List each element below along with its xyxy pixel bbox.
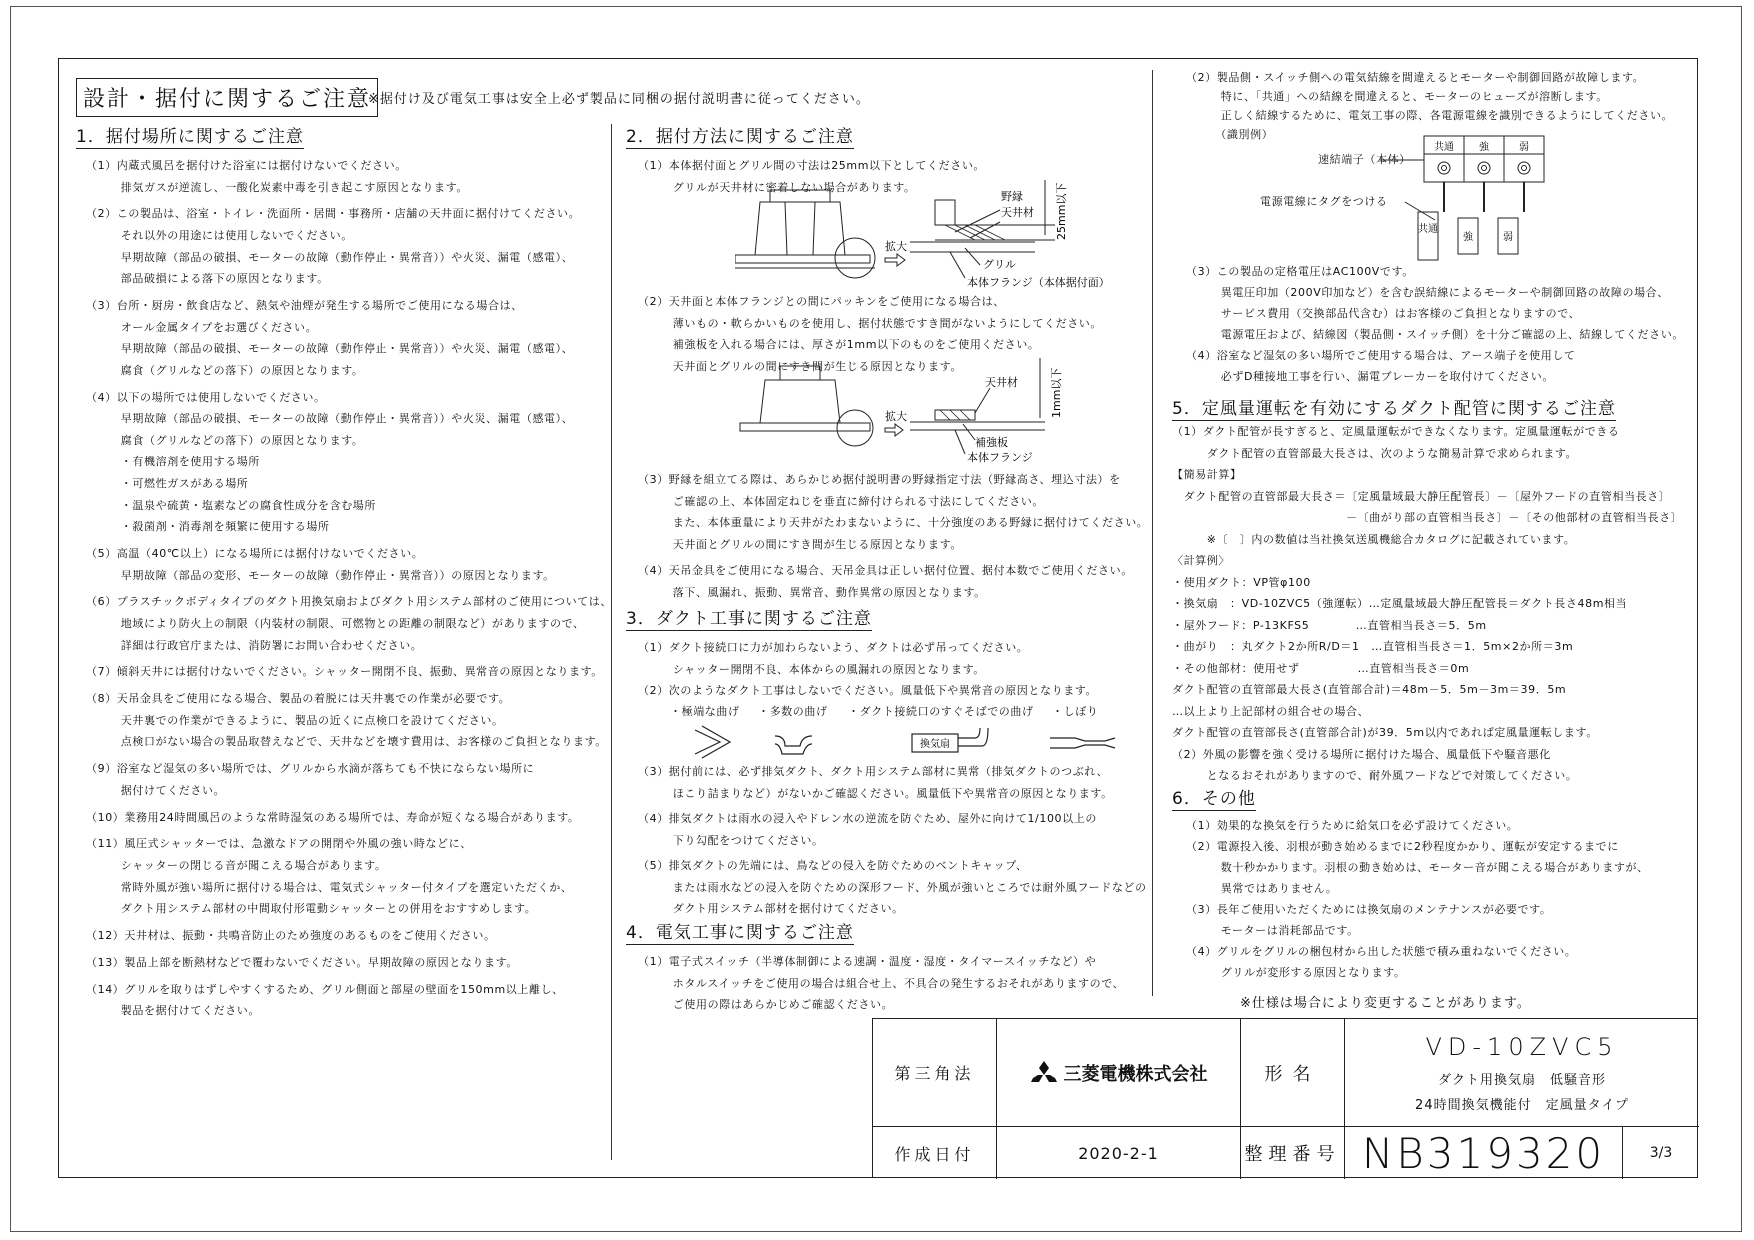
fig2-label-plate: 補強板 bbox=[975, 436, 1008, 449]
duct-bad-example-4: ・しぼり bbox=[1052, 705, 1099, 718]
text-line: （10）業務用24時間風呂のような常時湿気のある場所では、寿命が短くなる場合があります。 bbox=[86, 810, 580, 824]
section-2-heading: 2．据付方法に関するご注意 bbox=[626, 127, 854, 147]
text-line: （1）本体据付面とグリル間の寸法は25mm以下としてください。 bbox=[638, 159, 986, 172]
text-line: 〈計算例〉 bbox=[1172, 554, 1230, 567]
text-line: オール金属タイプをお選びください。 bbox=[86, 320, 318, 334]
mitsubishi-logo-icon bbox=[1030, 1060, 1058, 1086]
text-line: ※〔 〕内の数値は当社換気送風機総合カタログに記載されています。 bbox=[1172, 532, 1576, 546]
text-line: （1）電子式スイッチ（半導体制御による速調・温度・湿度・タイマースイッチなど）や bbox=[638, 955, 1097, 968]
tag-label: 電源電線にタグをつける bbox=[1260, 195, 1388, 208]
column-divider-2 bbox=[1152, 70, 1153, 996]
text-line: …以上より上記部材の組合せの場合、 bbox=[1172, 704, 1370, 718]
text-line: 必ずD種接地工事を行い、漏電ブレーカーを取付けてください。 bbox=[1186, 370, 1555, 383]
tag-common: 共通 bbox=[1418, 224, 1438, 235]
text-line: 常時外風が強い場所に据付ける場合は、電気式シャッター付タイプを選定いただくか、 bbox=[86, 880, 573, 894]
text-line: ご使用の際はあらかじめご確認ください。 bbox=[638, 998, 894, 1011]
text-line: （4）以下の場所では使用しないでください。 bbox=[86, 390, 326, 404]
spec-change-footnote: ※仕様は場合により変更することがあります。 bbox=[1240, 996, 1531, 1011]
text-line: 排気ガスが逆流し、一酸化炭素中毒を引き起こす原因となります。 bbox=[86, 180, 468, 194]
text-line: ・換気扇 ：VD-10ZVC5（強運転）…定風量域最大静圧配管長＝ダクト長さ48m相当 bbox=[1172, 597, 1628, 610]
ceiling-mount-figure-2 bbox=[735, 358, 1115, 468]
text-line: グリルが天井材に密着しない場合があります。 bbox=[638, 181, 916, 194]
section-3-heading: 3．ダクト工事に関するご注意 bbox=[626, 609, 872, 629]
text-line: 落下、風漏れ、振動、異常音、動作異常の原因となります。 bbox=[638, 585, 986, 599]
text-line: それ以外の用途には使用しないでください。 bbox=[86, 229, 353, 242]
text-line: （12）天井材は、振動・共鳴音防止のため強度のあるものをご使用ください。 bbox=[86, 929, 496, 942]
text-line: 早期故障（部品の破損、モーターの故障（動作停止・異常音））や火災、漏電（感電）、 bbox=[86, 342, 574, 356]
text-line: ダクト用システム部材を据付けてください。 bbox=[638, 902, 904, 915]
text-line: 据付けてください。 bbox=[86, 783, 226, 797]
fig2-label-ceiling: 天井材 bbox=[985, 376, 1018, 389]
text-line: （3）台所・厨房・飲食店など、熱気や油煙が発生する場所でご使用になる場合は、 bbox=[86, 299, 523, 312]
text-line: モーターは消耗部品です。 bbox=[1186, 924, 1359, 937]
text-line: 【簡易計算】 bbox=[1172, 468, 1242, 481]
text-line: （3）長年ご使用いただくためには換気扇のメンテナンスが必要です。 bbox=[1186, 903, 1552, 916]
ceiling-mount-figure-1 bbox=[735, 180, 1135, 292]
text-line: ・可燃性ガスがある場所 bbox=[86, 477, 249, 490]
text-line: －〔曲がり部の直管相当長さ〕－〔その他部材の直管相当長さ〕 bbox=[1172, 511, 1683, 524]
duct-bad-example-3: ・ダクト接続口のすぐそばでの曲げ bbox=[848, 705, 1034, 718]
text-line: 電源電圧および、結線図（製品側・スイッチ側）を十分ご確認の上、結線してください。 bbox=[1186, 328, 1684, 341]
projection-method: 第三角法 bbox=[873, 1019, 997, 1127]
text-line: （2）外風の影響を強く受ける場所に据付けた場合、風量低下や騒音悪化 bbox=[1172, 747, 1551, 761]
model-info bbox=[1345, 1019, 1699, 1127]
text-line: 天井面とグリルの間にすき間が生じる原因となります。 bbox=[638, 537, 962, 551]
text-line: （3）この製品の定格電圧はAC100Vです。 bbox=[1186, 265, 1414, 278]
text-line: ・その他部材：使用せず …直管相当長さ＝0m bbox=[1172, 661, 1470, 675]
section-1-heading: 1．据付場所に関するご注意 bbox=[76, 127, 304, 147]
duct-fan-box-label: 換気扇 bbox=[920, 739, 950, 750]
tag-weak: 弱 bbox=[1503, 232, 1513, 243]
text-line: ・殺菌剤・消毒剤を頻繁に使用する場所 bbox=[86, 520, 330, 534]
text-line: （2）製品側・スイッチ側への電気結線を間違えるとモーターや制御回路が故障します。 bbox=[1186, 71, 1645, 84]
text-line: （5）高温（40℃以上）になる場所には据付けないでください。 bbox=[86, 547, 424, 560]
fig2-label-flange: 本体フランジ bbox=[967, 451, 1033, 464]
text-line: 天井裏での作業ができるように、製品の近くに点検口を設けてください。 bbox=[86, 713, 504, 727]
text-line: （5）排気ダクトの先端には、鳥などの侵入を防ぐためのベントキャップ、 bbox=[638, 859, 1028, 872]
model-description-2: 24時間換気機能付 定風量タイプ bbox=[1415, 1097, 1629, 1113]
text-line: （3）据付前には、必ず排気ダクト、ダクト用システム部材に異常（排気ダクトのつぶれ、 bbox=[638, 765, 1109, 778]
text-line: （1）ダクト配管が長すぎると、定風量運転ができなくなります。定風量運転ができる bbox=[1172, 425, 1620, 438]
duct-bad-example-1: ・極端な曲げ bbox=[670, 705, 740, 718]
text-line: 天井面とグリルの間にすき間が生じる原因となります。 bbox=[638, 359, 962, 373]
text-line: ホタルスイッチをご使用の場合は組合せ上、不具合の発生するおそれがありますので、 bbox=[638, 976, 1125, 990]
reference-label: 整理番号 bbox=[1241, 1127, 1345, 1179]
duct-bad-examples-figure bbox=[690, 722, 1130, 762]
zoom-circle bbox=[835, 238, 875, 278]
text-line: （4）天吊金具をご使用になる場合、天吊金具は正しい据付位置、据付本数でご使用ください。 bbox=[638, 564, 1133, 577]
text-line: となるおそれがありますので、耐外風フードなどで対策してください。 bbox=[1172, 769, 1578, 782]
terminal-label: 速結端子（本体） bbox=[1318, 153, 1411, 166]
fig2-dimension: 1mm以下 bbox=[1050, 367, 1063, 418]
text-line: （2）電源投入後、羽根が動き始めるまでに2秒程度かかり、運転が安定するまでに bbox=[1186, 840, 1619, 853]
fig1-label-ceiling: 天井材 bbox=[1001, 206, 1034, 219]
company-cell bbox=[997, 1019, 1241, 1127]
text-line: サービス費用（交換部品代含む）はお客様のご負担となりますので、 bbox=[1186, 307, 1581, 320]
text-line: （1）ダクト接続口に力が加わらないよう、ダクトは必ず吊ってください。 bbox=[638, 641, 1029, 654]
text-line: 製品を据付けてください。 bbox=[86, 1004, 260, 1018]
text-line: ・曲がり ：丸ダクト2か所R/D＝1 …直管相当長さ＝1．5m×2か所＝3m bbox=[1172, 640, 1574, 653]
fan-body bbox=[755, 202, 845, 255]
section-4-heading: 4．電気工事に関するご注意 bbox=[626, 923, 854, 943]
creation-date: 2020-2-1 bbox=[997, 1127, 1241, 1179]
grille-plate bbox=[735, 255, 870, 263]
fig1-label-grille: グリル bbox=[983, 258, 1016, 271]
text-line: または雨水などの浸入を防ぐための深形フード、外風が強いところでは耐外風フードなどの bbox=[638, 880, 1147, 894]
date-label: 作成日付 bbox=[873, 1127, 997, 1179]
column-divider-1 bbox=[611, 124, 612, 1160]
text-line: シャッターの閉じる音が聞こえる場合があります。 bbox=[86, 859, 387, 872]
text-line: （4）浴室など湿気の多い場所でご使用する場合は、アース端子を使用して bbox=[1186, 349, 1576, 362]
tag-strong: 強 bbox=[1463, 232, 1473, 243]
text-line: ダクト用システム部材の中間取付形電動シャッターとの併用をおすすめします。 bbox=[86, 902, 537, 916]
section-5-heading: 5．定風量運転を有効にするダクト配管に関するご注意 bbox=[1172, 399, 1616, 419]
fig1-zoom-label: 拡大 bbox=[885, 240, 907, 253]
text-line: シャッター開閉不良、本体からの風漏れの原因となります。 bbox=[638, 662, 985, 676]
text-line: 早期故障（部品の破損、モーターの故障（動作停止・異常音））や火災、漏電（感電）、 bbox=[86, 250, 574, 264]
zoom-arrow bbox=[885, 254, 905, 266]
model-number: VD-10ZVC5 bbox=[1425, 1032, 1619, 1061]
section-6-heading: 6．その他 bbox=[1172, 789, 1256, 809]
text-line: ・屋外フード：P-13KFS5 …直管相当長さ＝5．5m bbox=[1172, 618, 1487, 632]
text-line: 異常ではありません。 bbox=[1186, 882, 1338, 895]
model-label: 形名 bbox=[1241, 1019, 1345, 1127]
text-line: （11）風圧式シャッターでは、急激なドアの開閉や外風の強い時などに、 bbox=[86, 837, 472, 851]
text-line: グリルが変形する原因となります。 bbox=[1186, 966, 1406, 979]
fan-top-cap bbox=[770, 190, 830, 202]
text-line: （9）浴室など湿気の多い場所では、グリルから水滴が落ちても不快にならない場所に bbox=[86, 762, 535, 776]
text-line: ご確認の上、本体固定ねじを垂直に締付けられる寸法にしてください。 bbox=[638, 494, 1044, 508]
page-number: 3/3 bbox=[1649, 1145, 1673, 1161]
fig2-zoom-label: 拡大 bbox=[885, 410, 907, 423]
text-line: （識別例） bbox=[1186, 128, 1274, 141]
text-line: 詳細は行政官庁または、消防署にお問い合わせください。 bbox=[86, 638, 423, 652]
wiring-identification-figure bbox=[1300, 132, 1560, 272]
text-line: 薄いもの・軟らかいものを使用し、据付状態ですき間がないようにしてください。 bbox=[638, 316, 1102, 330]
text-line: ・使用ダクト：VP管φ100 bbox=[1172, 575, 1311, 589]
text-line: ダクト配管の直管部最大長さ＝〔定風量域最大静圧配管長〕－〔屋外フードの直管相当長さ〕 bbox=[1172, 489, 1671, 503]
terminal-col-strong: 強 bbox=[1479, 142, 1489, 153]
text-line: （8）天吊金具をご使用になる場合、製品の着脱には天井裏での作業が必要です。 bbox=[86, 692, 511, 706]
text-line: （6）プラスチックボディタイプのダクト用換気扇およびダクト用システム部材のご使用については、 bbox=[86, 595, 612, 609]
text-line: （1）効果的な換気を行うために給気口を必ず設けてください。 bbox=[1186, 819, 1519, 832]
text-line: （13）製品上部を断熱材などで覆わないでください。早期故障の原因となります。 bbox=[86, 955, 518, 969]
text-line: 異電圧印加（200V印加など）を含む誤結線によるモーターや制御回路の故障の場合、 bbox=[1186, 286, 1669, 299]
text-line: ・有機溶剤を使用する場所 bbox=[86, 455, 260, 469]
text-line: ダクト配管の直管部最大長さは、次のような簡易計算で求められます。 bbox=[1172, 446, 1578, 460]
text-line: （7）傾斜天井には据付けないでください。シャッター開閉不良、振動、異常音の原因となります。 bbox=[86, 665, 603, 679]
title-block bbox=[872, 1018, 1698, 1178]
reference-number: NB319320 bbox=[1345, 1127, 1623, 1179]
text-line: （2）この製品は、浴室・トイレ・洗面所・居間・事務所・店舗の天井面に据付けてください。 bbox=[86, 207, 581, 221]
text-line: 早期故障（部品の変形、モーターの故障（動作停止・異常音））の原因となります。 bbox=[86, 568, 555, 582]
terminal-col-common: 共通 bbox=[1434, 142, 1454, 153]
company-name: 三菱電機株式会社 bbox=[1063, 1063, 1208, 1085]
text-line: 腐食（グリルなどの落下）の原因となります。 bbox=[86, 363, 364, 377]
text-line: ・温泉や硫黄・塩素などの腐食性成分を含む場所 bbox=[86, 498, 376, 512]
text-line: （14）グリルを取りはずしやすくするため、グリル側面と部屋の壁面を150mm以上離し、 bbox=[86, 982, 564, 996]
text-line: （4）排気ダクトは雨水の浸入やドレン水の逆流を防ぐため、屋外に向けて1/100以上の bbox=[638, 812, 1097, 825]
text-line: 早期故障（部品の破損、モーターの故障（動作停止・異常音））や火災、漏電（感電）、 bbox=[86, 412, 574, 426]
text-line: 下り勾配をつけてください。 bbox=[638, 833, 824, 847]
text-line: （2）次のようなダクト工事はしないでください。風量低下や異常音の原因となります。 bbox=[638, 684, 1098, 697]
text-line: ほこり詰まりなど）がないかご確認ください。風量低下や異常音の原因となります。 bbox=[638, 786, 1113, 800]
text-line: また、本体重量により天井がたわまないように、十分強度のある野縁に据付けてください。 bbox=[638, 516, 1149, 529]
text-line: 数十秒かかります。羽根の動き始めは、モーター音が聞こえる場合がありますが、 bbox=[1186, 861, 1649, 874]
fig1-label-joist: 野縁 bbox=[1001, 190, 1023, 203]
text-line: 正しく結線するために、電気工事の際、各電源電線を識別できるようにしてください。 bbox=[1186, 109, 1674, 122]
page-title: 設計・据付に関するご注意 bbox=[76, 78, 378, 117]
text-line: 腐食（グリルなどの落下）の原因となります。 bbox=[86, 433, 364, 447]
text-line: 部品破損による落下の原因となります。 bbox=[86, 272, 329, 286]
safety-notice: ※据付け及び電気工事は安全上必ず製品に同梱の据付説明書に従ってください。 bbox=[368, 92, 870, 107]
terminal-col-weak: 弱 bbox=[1519, 142, 1529, 153]
text-line: ダクト配管の直管部最大長さ(直管部合計)＝48m－5．5m－3m＝39．5m bbox=[1172, 683, 1567, 696]
text-line: ダクト配管の直管部長さ(直管部合計)が39．5m以内であれば定風量運転します。 bbox=[1172, 726, 1598, 739]
text-line: 特に、「共通」への結線を間違えると、モーターのヒューズが溶断します。 bbox=[1186, 90, 1608, 103]
duct-bad-example-2: ・多数の曲げ bbox=[758, 705, 828, 718]
model-description-1: ダクト用換気扇 低騒音形 bbox=[1437, 1072, 1606, 1088]
text-line: （4）グリルをグリルの梱包材から出した状態で積み重ねないでください。 bbox=[1186, 945, 1577, 958]
text-line: 点検口がない場合の製品取替えなどで、天井などを壊す費用は、お客様のご負担となります。 bbox=[86, 735, 607, 749]
text-line: （1）内蔵式風呂を据付けた浴室には据付けないでください。 bbox=[86, 159, 407, 172]
text-line: 補強板を入れる場合には、厚さが1mm以下のものをご使用ください。 bbox=[638, 338, 1040, 351]
fig1-dimension: 25mm以下 bbox=[1055, 182, 1068, 240]
text-line: （2）天井面と本体フランジとの間にパッキンをご使用になる場合は、 bbox=[638, 295, 1005, 308]
text-line: 地域により防火上の制限（内装材の制限、可燃物との距離の制限など）がありますので、 bbox=[86, 617, 585, 630]
fig1-label-flange: 本体フランジ（本体据付面） bbox=[967, 276, 1110, 289]
text-line: （3）野縁を組立てる際は、あらかじめ据付説明書の野縁指定寸法（野縁高さ、埋込寸法）を bbox=[638, 473, 1121, 486]
